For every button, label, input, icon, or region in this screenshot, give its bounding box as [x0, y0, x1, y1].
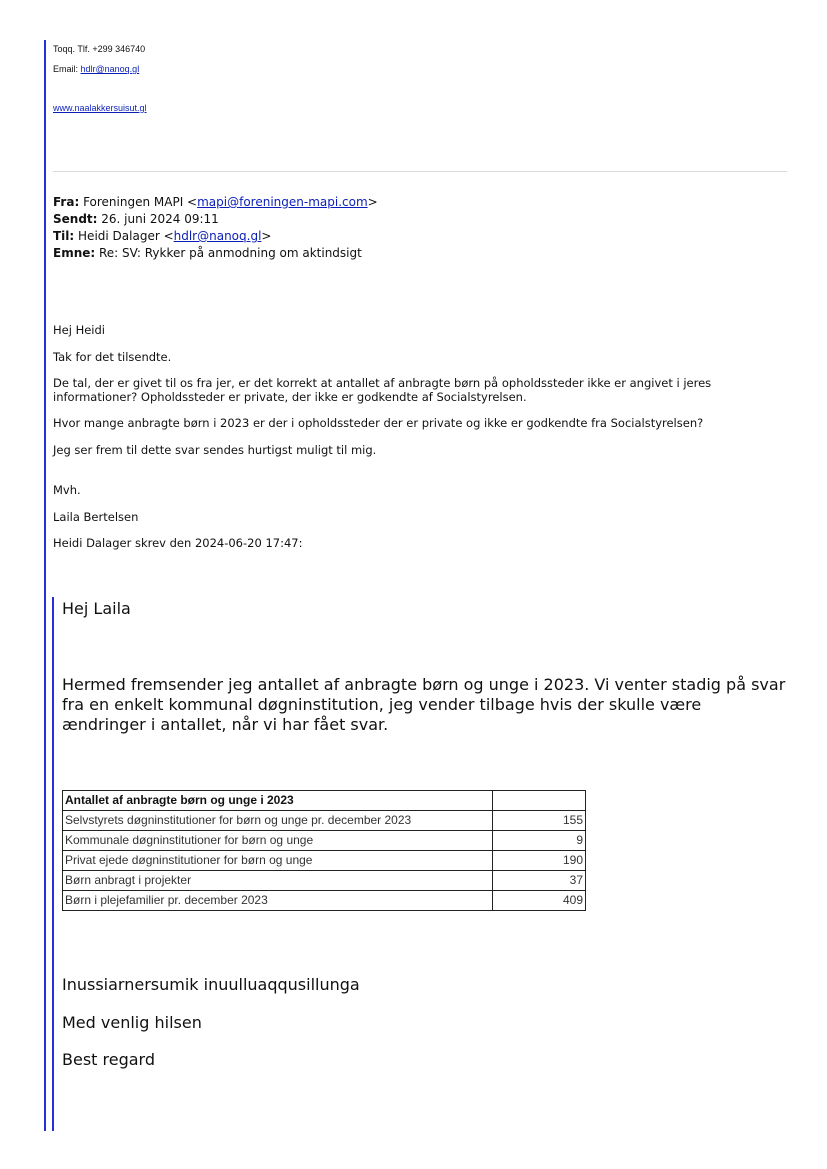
header-from [53, 194, 378, 211]
table-row-value: 409 [493, 891, 586, 911]
table-row [63, 891, 586, 911]
header-to [53, 228, 378, 245]
signature-website-link[interactable]: www.naalakkersuisut.gl [53, 103, 147, 113]
table-row-label: Børn anbragt i projekter [63, 871, 493, 891]
table-row-label: Børn i plejefamilier pr. december 2023 [63, 891, 493, 911]
placements-table [62, 790, 586, 911]
body-para3: Jeg ser frem til dette svar sendes hurtigst muligt til mig. [53, 442, 377, 457]
table-row [63, 811, 586, 831]
table-row-label: Privat ejede døgninstitutioner for børn og unge [63, 851, 493, 871]
table-header-row [63, 791, 586, 811]
subject-value: Re: SV: Rykker på anmodning om aktindsigt [95, 246, 362, 260]
table-row-label: Kommunale døgninstitutioner for børn og unge [63, 831, 493, 851]
table-row-value: 9 [493, 831, 586, 851]
quote-bar-inner [52, 597, 54, 1131]
quote-bar-outer [44, 40, 46, 1131]
body-para2: Hvor mange anbragte børn i 2023 er der i opholdssteder der er private og ikke er godkendte fra Socialstyrelsen? [53, 416, 704, 430]
quote-sign-danish: Med venlig hilsen [62, 1013, 202, 1032]
message-body [53, 324, 788, 564]
quote-greeting: Hej Laila [62, 599, 131, 618]
separator [53, 171, 787, 172]
from-name: Foreningen MAPI < [79, 195, 198, 209]
body-greeting: Hej Heidi [53, 323, 105, 337]
table-row [63, 831, 586, 851]
signature-email-label: Email: [53, 64, 81, 74]
from-label: Fra: [53, 195, 80, 209]
table-header-cell: Antallet af anbragte børn og unge i 2023 [63, 791, 493, 811]
message-header [53, 194, 378, 262]
quote-sign-greenlandic: Inussiarnersumik inuulluaqqusillunga [62, 975, 360, 994]
to-name: Heidi Dalager < [74, 229, 174, 243]
signature-email-link[interactable]: hdlr@nanoq.gl [80, 64, 140, 74]
table-header-empty [493, 791, 586, 811]
from-email-link[interactable]: mapi@foreningen-mapi.com [197, 195, 368, 209]
to-email-link[interactable]: hdlr@nanoq.gl [173, 229, 262, 243]
signature-phone: Toqq. Tlf. +299 346740 [53, 44, 146, 54]
table-row-value: 155 [493, 811, 586, 831]
quote-sign-english: Best regard [62, 1050, 155, 1069]
table-row [63, 871, 586, 891]
to-label: Til: [53, 229, 75, 243]
sent-label: Sendt: [53, 212, 98, 226]
header-subject [53, 245, 378, 262]
table-row-value: 37 [493, 871, 586, 891]
body-closing: Mvh. [53, 483, 81, 497]
table-row-value: 190 [493, 851, 586, 871]
table-row [63, 851, 586, 871]
body-quote-intro: Heidi Dalager skrev den 2024-06-20 17:47: [53, 536, 303, 550]
signature-email-line [53, 64, 147, 84]
to-close: > [261, 229, 272, 243]
subject-label: Emne: [53, 246, 96, 260]
sent-value: 26. juni 2024 09:11 [97, 212, 219, 226]
table-row-label: Selvstyrets døgninstitutioner for børn og unge pr. december 2023 [63, 811, 493, 831]
body-name: Laila Bertelsen [53, 509, 139, 524]
body-para1: De tal, der er givet til os fra jer, er det korrekt at antallet af anbragte børn på opholdssteder ikke er angivet i jeres informationer? Opholdssteder er private, der ikke er godkendte af Socialstyrelsen. [53, 376, 712, 404]
quote-paragraph: Hermed fremsender jeg antallet af anbragte børn og unge i 2023. Vi venter stadig på svar fra en enkelt kommunal døgninstitution, jeg vender tilbage hvis der skulle være ændringer i antallet, når vi har fået svar. [62, 675, 786, 734]
from-close: > [367, 195, 378, 209]
header-sent [53, 211, 378, 228]
body-thanks: Tak for det tilsendte. [53, 349, 172, 364]
signature-block [53, 44, 147, 123]
